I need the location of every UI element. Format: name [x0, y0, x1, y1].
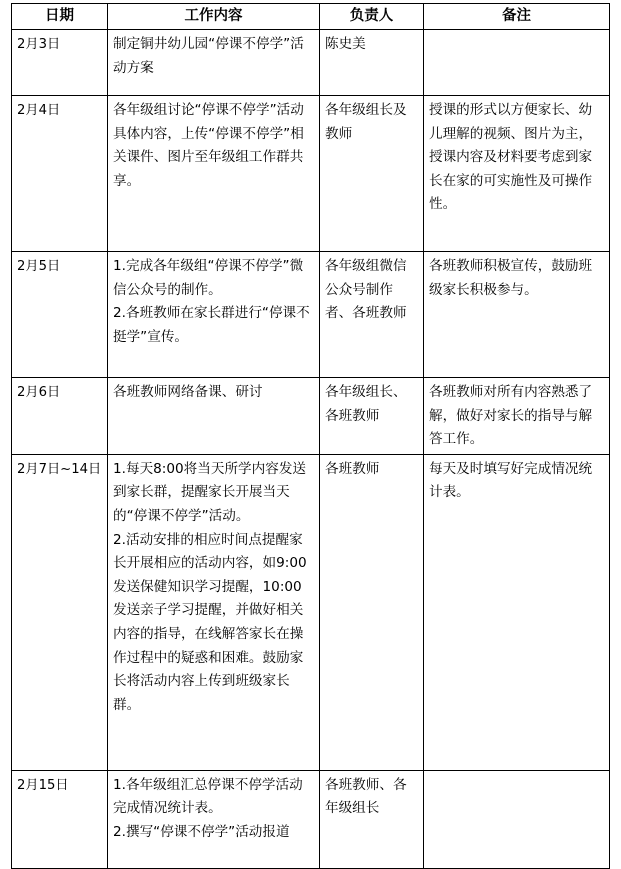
content-line: 2.撰写“停课不停学”活动报道 [113, 823, 290, 840]
cell-owner: 各班教师、各年级组长 [320, 770, 424, 868]
content-line: 制定铜井幼儿园“停课不停学”活动方案 [113, 36, 304, 76]
cell-date: 2月3日 [12, 30, 108, 96]
content-line: 各班教师网络备课、研讨 [113, 384, 263, 400]
header-content: 工作内容 [108, 4, 320, 30]
cell-content [108, 30, 320, 96]
cell-note [424, 770, 610, 868]
table-row [12, 96, 610, 252]
content-line: 各年级组讨论“停课不停学”活动具体内容，上传“停课不停学”相关课件、图片至年级组工作群共享。 [113, 102, 304, 189]
header-date: 日期 [12, 4, 108, 30]
table-row [12, 454, 610, 770]
table-row [12, 378, 610, 455]
header-owner: 负责人 [320, 4, 424, 30]
cell-date: 2月6日 [12, 378, 108, 455]
cell-note [424, 30, 610, 96]
cell-date: 2月7日~14日 [12, 454, 108, 770]
content-line: 2.各班教师在家长群进行“停课不挺学”宣传。 [113, 305, 310, 345]
content-line: 1.完成各年级组“停课不停学”微信公众号的制作。 [113, 258, 304, 298]
table-row [12, 770, 610, 868]
cell-owner: 各年级组长及教师 [320, 96, 424, 252]
cell-note: 各班教师对所有内容熟悉了解，做好对家长的指导与解答工作。 [424, 378, 610, 455]
cell-owner: 各年级组长、各班教师 [320, 378, 424, 455]
cell-date: 2月4日 [12, 96, 108, 252]
content-line: 1.每天8:00将当天所学内容发送到家长群，提醒家长开展当天的“停课不停学”活动。 [113, 460, 307, 524]
cell-date: 2月5日 [12, 252, 108, 378]
header-row [12, 4, 610, 30]
table-row [12, 252, 610, 378]
cell-note: 每天及时填写好完成情况统计表。 [424, 454, 610, 770]
cell-note: 授课的形式以方便家长、幼儿理解的视频、图片为主，授课内容及材料要考虑到家长在家的可实施性及可操作性。 [424, 96, 610, 252]
cell-date: 2月15日 [12, 770, 108, 868]
header-note: 备注 [424, 4, 610, 30]
cell-owner: 各年级组微信公众号制作者、各班教师 [320, 252, 424, 378]
cell-content [108, 770, 320, 868]
schedule-table [11, 3, 610, 869]
content-line: 2.活动安排的相应时间点提醒家长开展相应的活动内容，如9:00发送保健知识学习提醒，10:00发送亲子学习提醒，并做好相关内容的指导，在线解答家长在操作过程中的疑惑和困难。鼓励家长将活动内容上传到班级家长群。 [113, 531, 307, 713]
cell-owner: 陈史美 [320, 30, 424, 96]
cell-note: 各班教师积极宣传，鼓励班级家长积极参与。 [424, 252, 610, 378]
cell-content [108, 96, 320, 252]
cell-content [108, 252, 320, 378]
cell-owner: 各班教师 [320, 454, 424, 770]
content-line: 1.各年级组汇总停课不停学活动完成情况统计表。 [113, 776, 303, 817]
table-row [12, 30, 610, 96]
cell-content [108, 378, 320, 455]
cell-content [108, 454, 320, 770]
